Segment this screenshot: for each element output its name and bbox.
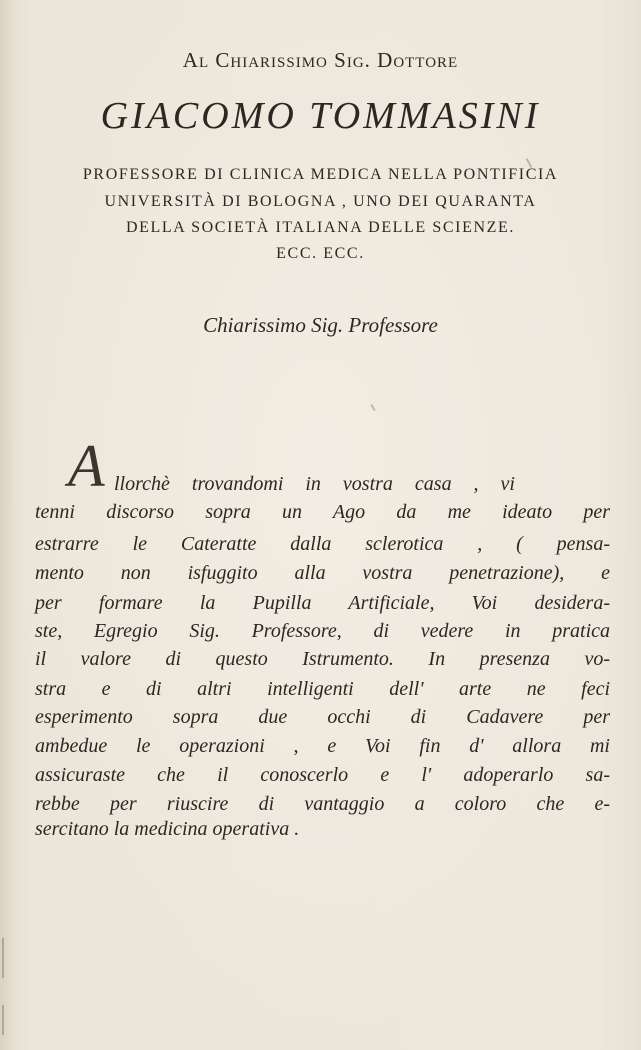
- title-line: PROFESSORE DI CLINICA MEDICA NELLA PONTIFICIA: [82, 166, 559, 183]
- gutter-mark: [2, 1005, 4, 1035]
- body-line: esperimento sopra due occhi di Cadavere per: [35, 706, 610, 728]
- title-line: DELLA SOCIETÀ ITALIANA DELLE SCIENZE.: [126, 219, 515, 236]
- page-gutter: [0, 0, 14, 1050]
- body-line: per formare la Pupilla Artificiale, Voi desidera-: [35, 592, 610, 614]
- body-line: ste, Egregio Sig. Professore, di vedere in pratica: [35, 620, 610, 642]
- body-line-last: sercitano la medicina operativa .: [35, 818, 300, 840]
- paper-speck: [370, 404, 375, 411]
- body-line: tenni discorso sopra un Ago da me ideato per: [35, 501, 610, 523]
- dedication-line: Al Chiarissimo Sig. Dottore: [182, 48, 459, 72]
- body-line: stra e di altri intelligenti dell' arte ne feci: [35, 678, 610, 700]
- body-line: il valore di questo Istrumento. In presenza vo-: [35, 648, 610, 670]
- body-line: rebbe per riuscire di vantaggio a coloro che e-: [35, 793, 610, 815]
- title-line: UNIVERSITÀ DI BOLOGNA , UNO DEI QUARANTA: [104, 193, 537, 210]
- gutter-mark: [2, 938, 4, 978]
- salutation: Chiarissimo Sig. Professore: [203, 313, 438, 337]
- first-body-line: llorchè trovandomi in vostra casa , vi: [114, 473, 515, 495]
- drop-cap: A: [68, 433, 105, 499]
- body-line: estrarre le Cateratte dalla sclerotica , ( pensa-: [35, 533, 610, 555]
- dedicatee-name: GIACOMO TOMMASINI: [100, 95, 541, 137]
- body-line: ambedue le operazioni , e Voi fin d' allora mi: [35, 735, 610, 757]
- body-line: mento non isfuggito alla vostra penetrazione), e: [35, 562, 610, 584]
- title-line: ECC. ECC.: [276, 245, 365, 262]
- body-line: assicuraste che il conoscerlo e l' adoperarlo sa-: [35, 764, 610, 786]
